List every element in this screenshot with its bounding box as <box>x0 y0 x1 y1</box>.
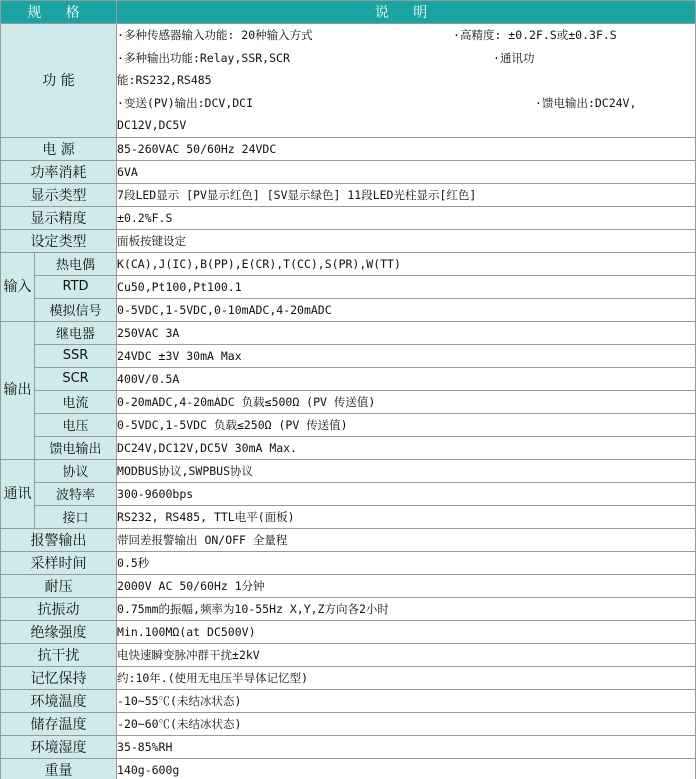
function-line4-right: ·馈电输出:DC24V, <box>535 95 637 110</box>
comm-row <box>1 459 696 482</box>
header-row <box>1 1 696 24</box>
row-label: RTD <box>35 275 117 298</box>
row-label: 储存温度 <box>1 712 117 735</box>
input-row <box>1 252 696 275</box>
row-label: 重量 <box>1 758 117 779</box>
row-value: 400V/0.5A <box>117 367 696 390</box>
header-description: 说 明 <box>117 1 696 24</box>
spec-row <box>1 735 696 758</box>
function-line1-left: ·多种传感器输入功能: 20种输入方式 <box>117 28 313 42</box>
row-value: 250VAC 3A <box>117 321 696 344</box>
row-value: 35-85%RH <box>117 735 696 758</box>
output-row <box>1 367 696 390</box>
row-value: 7段LED显示 [PV显示红色] [SV显示绿色] 11段LED光柱显示[红色] <box>117 183 696 206</box>
header-spec: 规 格 <box>1 1 117 24</box>
row-value: 0-5VDC,1-5VDC,0-10mADC,4-20mADC <box>117 298 696 321</box>
function-line5: DC12V,DC5V <box>117 118 187 132</box>
row-label: 抗振动 <box>1 597 117 620</box>
row-label: 继电器 <box>35 321 117 344</box>
row-value: 85-260VAC 50/60Hz 24VDC <box>117 137 696 160</box>
row-value: MODBUS协议,SWPBUS协议 <box>117 459 696 482</box>
row-value: 6VA <box>117 160 696 183</box>
row-label: 抗干扰 <box>1 643 117 666</box>
function-row <box>1 24 696 138</box>
row-label: 显示类型 <box>1 183 117 206</box>
input-group-label: 输入 <box>1 252 35 321</box>
comm-row <box>1 482 696 505</box>
row-label: SSR <box>35 344 117 367</box>
row-value: RS232, RS485, TTL电平(面板) <box>117 505 696 528</box>
row-value: 300-9600bps <box>117 482 696 505</box>
row-label: 热电偶 <box>35 252 117 275</box>
row-value: 电快速瞬变脉冲群干扰±2kV <box>117 643 696 666</box>
row-label: 电 源 <box>1 137 117 160</box>
row-value: ±0.2%F.S <box>117 206 696 229</box>
row-label: 功率消耗 <box>1 160 117 183</box>
spec-row <box>1 137 696 160</box>
row-value: 140g-600g <box>117 758 696 779</box>
row-value: 约:10年.(使用无电压半导体记忆型) <box>117 666 696 689</box>
row-label: 记忆保持 <box>1 666 117 689</box>
spec-row <box>1 183 696 206</box>
function-line2-right: ·通讯功 <box>493 50 535 65</box>
row-label: 模拟信号 <box>35 298 117 321</box>
input-row <box>1 298 696 321</box>
row-label: 波特率 <box>35 482 117 505</box>
output-row <box>1 436 696 459</box>
spec-row <box>1 597 696 620</box>
row-label: 电流 <box>35 390 117 413</box>
function-line1-right: ·高精度: ±0.2F.S或±0.3F.S <box>453 28 617 42</box>
row-label: 显示精度 <box>1 206 117 229</box>
row-value: 2000V AC 50/60Hz 1分钟 <box>117 574 696 597</box>
row-value: 0.5秒 <box>117 551 696 574</box>
spec-row <box>1 574 696 597</box>
input-row <box>1 275 696 298</box>
row-value: Cu50,Pt100,Pt100.1 <box>117 275 696 298</box>
output-row <box>1 321 696 344</box>
spec-row <box>1 689 696 712</box>
spec-row <box>1 620 696 643</box>
function-line2-left: ·多种输出功能:Relay,SSR,SCR <box>117 50 290 65</box>
spec-row <box>1 206 696 229</box>
spec-row <box>1 528 696 551</box>
spec-row <box>1 712 696 735</box>
function-line3: 能:RS232,RS485 <box>117 73 212 87</box>
spec-row <box>1 643 696 666</box>
spec-row <box>1 666 696 689</box>
row-value: 0-5VDC,1-5VDC 负载≤250Ω (PV 传送值) <box>117 413 696 436</box>
row-label: 馈电输出 <box>35 436 117 459</box>
row-value: K(CA),J(IC),B(PP),E(CR),T(CC),S(PR),W(TT) <box>117 252 696 275</box>
row-value: -10~55℃(未结冰状态) <box>117 689 696 712</box>
row-value: 0-20mADC,4-20mADC 负载≤500Ω (PV 传送值) <box>117 390 696 413</box>
row-label: 耐压 <box>1 574 117 597</box>
row-value: DC24V,DC12V,DC5V 30mA Max. <box>117 436 696 459</box>
spec-row <box>1 160 696 183</box>
row-label: SCR <box>35 367 117 390</box>
spec-row <box>1 551 696 574</box>
spec-row <box>1 229 696 252</box>
output-group-label: 输出 <box>1 321 35 459</box>
row-label: 设定类型 <box>1 229 117 252</box>
row-label: 报警输出 <box>1 528 117 551</box>
row-label: 环境温度 <box>1 689 117 712</box>
row-value: 24VDC ±3V 30mA Max <box>117 344 696 367</box>
spec-row <box>1 758 696 779</box>
row-value: -20~60℃(未结冰状态) <box>117 712 696 735</box>
function-value <box>117 24 696 138</box>
comm-row <box>1 505 696 528</box>
row-label: 接口 <box>35 505 117 528</box>
row-label: 采样时间 <box>1 551 117 574</box>
output-row <box>1 413 696 436</box>
row-label: 电压 <box>35 413 117 436</box>
comm-group-label: 通讯 <box>1 459 35 528</box>
function-line4-left: ·变送(PV)输出:DCV,DCI <box>117 95 254 110</box>
row-value: Min.100MΩ(at DC500V) <box>117 620 696 643</box>
row-label: 绝缘强度 <box>1 620 117 643</box>
output-row <box>1 344 696 367</box>
output-row <box>1 390 696 413</box>
row-label: 环境湿度 <box>1 735 117 758</box>
function-label: 功 能 <box>1 24 117 138</box>
row-value: 0.75mm的振幅,频率为10-55Hz X,Y,Z方向各2小时 <box>117 597 696 620</box>
row-value: 带回差报警输出 ON/OFF 全量程 <box>117 528 696 551</box>
row-value: 面板按键设定 <box>117 229 696 252</box>
row-label: 协议 <box>35 459 117 482</box>
